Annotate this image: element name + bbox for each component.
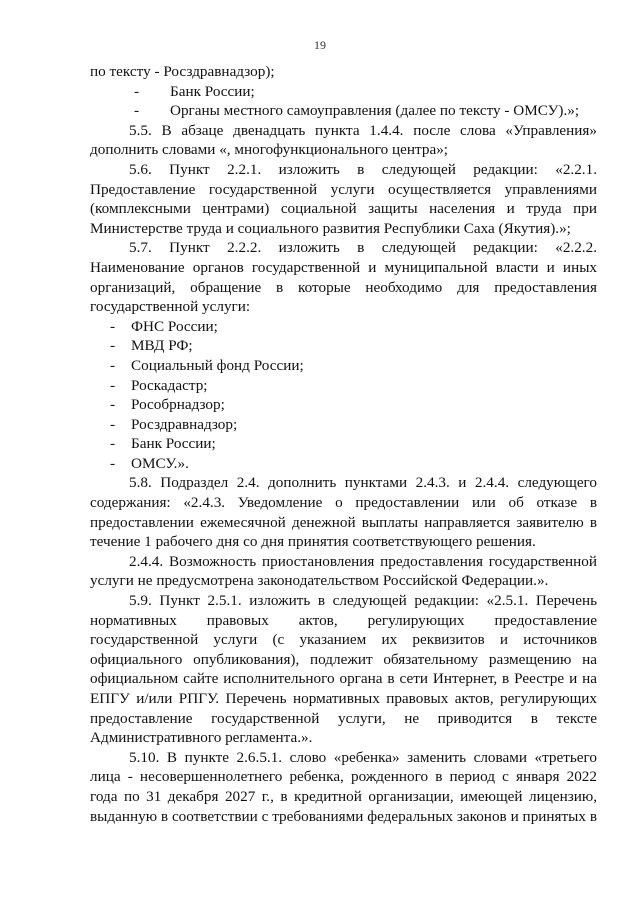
paragraph: 5.10. В пункте 2.6.5.1. слово «ребенка» заменить словами «третьего лица - несовершеннолетнего ребенка, рожденного в период с января 2022 года по 31 декабря 2027 г., в кредитной организации, имеющей лицензию, выданную в соответствии с требованиями федеральных законов и принятых в <box>90 748 597 825</box>
list-dash: - <box>110 435 116 453</box>
list-item <box>90 434 597 454</box>
list-dash: - <box>110 376 116 394</box>
list-dash: - <box>110 396 116 414</box>
list-item-text: МВД РФ; <box>131 337 193 355</box>
list-item <box>90 82 597 102</box>
list-dash: - <box>110 415 116 433</box>
list-dash: - <box>110 454 116 472</box>
list-item-text: ОМСУ.». <box>131 454 189 472</box>
paragraph: 5.6. Пункт 2.2.1. изложить в следующей редакции: «2.2.1. Предоставление государственной услуги осуществляется управлениями (комплексными центрами) социальной защиты населения и труда при Министерстве труда и социального развития Республики Саха (Якутия).»; <box>90 160 597 237</box>
list-item <box>90 101 597 121</box>
list-dash: - <box>110 356 116 374</box>
paragraph: 5.9. Пункт 2.5.1. изложить в следующей редакции: «2.5.1. Перечень нормативных правовых актов, регулирующих предоставление государственной услуги (с указанием их реквизитов и источников официального опубликования), подлежит обязательному размещению на официальном сайте исполнительного органа в сети Интернет, в Реестре и на ЕПГУ и/или РПГУ. Перечень нормативных правовых актов, регулирующих предоставление государственной услуги, не приводится в тексте Административного регламента.». <box>90 592 597 747</box>
paragraph: 5.5. В абзаце двенадцать пункта 1.4.4. после слова «Управления» дополнить словами «, многофункционального центра»; <box>90 121 597 159</box>
list-item-text: Росздравнадзор; <box>131 415 238 433</box>
list-item-text: Рособрнадзор; <box>131 396 225 414</box>
list-item-text: Роскадастр; <box>131 376 208 394</box>
list-dash: - <box>110 337 116 355</box>
paragraph: по тексту - Росздравнадзор); <box>90 63 275 80</box>
list-item-text: ФНС России; <box>131 317 218 335</box>
list-item <box>90 395 597 415</box>
list-item-text: Банк России; <box>170 82 255 100</box>
list-dash: - <box>134 82 140 100</box>
list-item <box>90 317 597 337</box>
list-item-text: Банк России; <box>131 435 216 453</box>
paragraph: 2.4.4. Возможность приостановления предоставления государственной услуги не предусмотрена законодательством Российской Федерации.». <box>90 552 597 590</box>
list-item <box>90 376 597 396</box>
list-item <box>90 415 597 435</box>
paragraph: 5.7. Пункт 2.2.2. изложить в следующей редакции: «2.2.2. Наименование органов государственной и муниципальной власти и иных организаций, обращение в которые необходимо для предоставления государственной услуги: <box>90 239 597 316</box>
list-item <box>90 454 597 474</box>
list-item <box>90 356 597 376</box>
list-item <box>90 336 597 356</box>
document-body <box>90 62 597 826</box>
list-dash: - <box>110 317 116 335</box>
list-item-text: Социальный фонд России; <box>131 356 304 374</box>
list-item-text: Органы местного самоуправления (далее по тексту - ОМСУ).»; <box>170 102 580 120</box>
paragraph: 5.8. Подраздел 2.4. дополнить пунктами 2.4.3. и 2.4.4. следующего содержания: «2.4.3. Уведомление о предоставлении или об отказе в предоставлении ежемесячной денежной выплаты направляется заявителю в течение 1 рабочего дня со дня принятия соответствующего решения. <box>90 474 597 551</box>
list-dash: - <box>134 102 140 120</box>
page-number: 19 <box>314 38 326 52</box>
